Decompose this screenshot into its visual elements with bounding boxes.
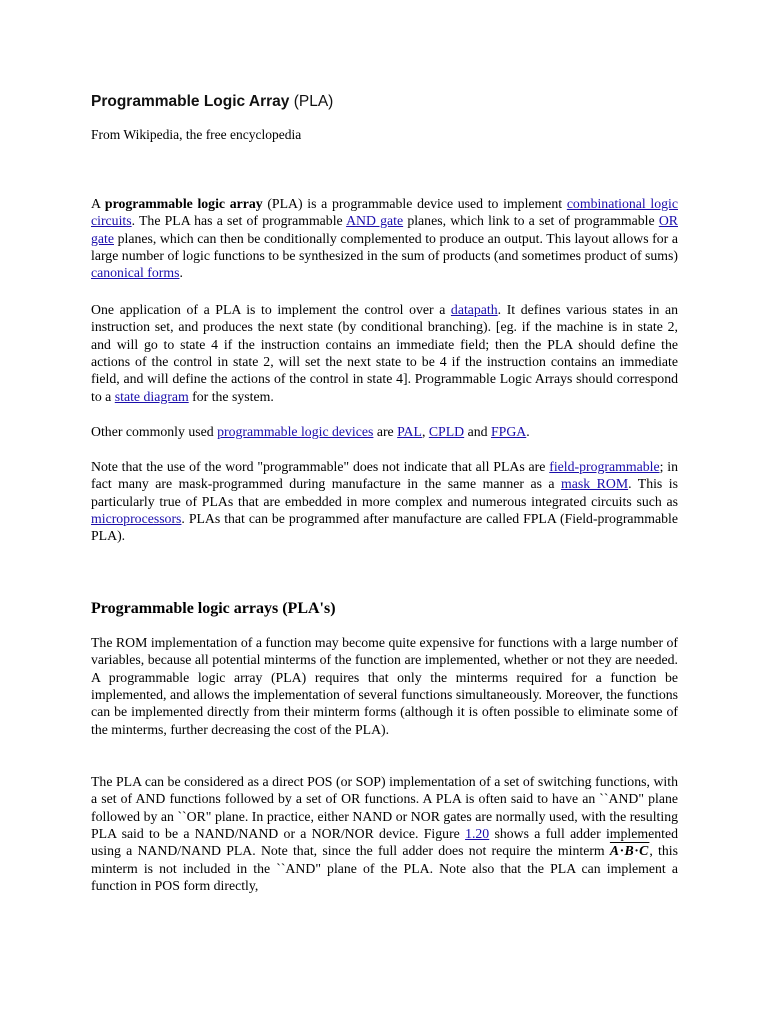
paragraph-application (91, 301, 678, 405)
text: and (464, 424, 491, 439)
text: , this minterm is not included in the ``AND" plane of the PLA. Note also that the PLA can implement a function in POS form directly, (91, 843, 678, 894)
link-state-diagram[interactable]: state diagram (114, 388, 189, 404)
link-programmable-logic-devices[interactable]: programmable logic devices (217, 424, 374, 439)
text: . This is particularly true of PLAs that are embedded in more complex and numerous integrated circuits such as (91, 476, 678, 509)
text: shows a full adder implemented using a NAND/NAND PLA. Note that, since the full adder does not require the minterm (91, 826, 678, 859)
link-pal[interactable]: PAL (397, 424, 422, 439)
paragraph-rom-implementation: The ROM implementation of a function may become quite expensive for functions with a large number of variables, because all potential minterms of the function are implemented, whether or not they are needed. A programmable logic array (PLA) requires that only the minterms required for a function be implemented, and allows the implementation of several functions simultaneously. Moreover, the functions can be implemented directly from their minterm forms (although it is often possible to eliminate some of the minterms, further decreasing the cost of the PLA). (91, 635, 678, 737)
text: . (179, 265, 183, 281)
link-cpld[interactable]: CPLD (428, 424, 465, 439)
text: One application of a PLA is to implement the control over a (91, 302, 451, 317)
link-microprocessors[interactable]: microprocessors (91, 511, 182, 527)
paragraph-pla-pos-sop (91, 773, 678, 894)
text: . (526, 424, 530, 439)
link-mask-rom[interactable]: mask ROM (561, 476, 629, 492)
link-canonical-forms[interactable]: canonical forms (91, 265, 180, 281)
source-line: From Wikipedia, the free encyclopedia (91, 127, 302, 142)
link-or-gate[interactable]: OR gate (91, 213, 678, 246)
section-heading: Programmable logic arrays (PLA's) (91, 600, 336, 617)
text: planes, which link to a set of programmable (403, 213, 659, 229)
link-combinational-logic[interactable]: combinational logic (566, 196, 679, 211)
text: The PLA can be considered as a direct POS (or SOP) implementation of a set of switching functions, with a set of AND functions followed by a set of OR functions. A PLA is often said to have an ``AND" plane followed by an ``OR" plane. In practice, either NAND or NOR gates are normally used, with the resulting PLA said to be a NAND/NAND or a NOR/NOR device. Figure (91, 774, 678, 842)
text: . PLAs that can be programmed after manufacture are called FPLA (Field-programmable PLA). (91, 511, 678, 544)
text: . The PLA has a set of programmable (131, 213, 347, 229)
paragraph-note (91, 458, 678, 545)
text: ; in fact many are mask-programmed during manufacture in the same manner as a (91, 459, 678, 492)
text: . It defines various states in an instruction set, and produces the next state (by conditional branching). [eg. if the machine is in state 2, and will go to state 4 if the instruction contains an immediate field; then the PLA should define the actions of the control in state 2, will set the next state to be 4 if the instruction contains an immediate field, and will define the actions of the control in state 4]. Programmable Logic Arrays should correspond to a (91, 302, 678, 404)
link-datapath[interactable]: datapath (450, 302, 498, 317)
paragraph-other-devices (91, 423, 678, 440)
link-figure-1-20[interactable]: 1.20 (465, 826, 490, 842)
paragraph-intro (91, 195, 678, 282)
text: are (373, 424, 398, 439)
text: (PLA) is a programmable device used to implement (262, 196, 567, 211)
text: Note that the use of the word "programmable" does not indicate that all PLAs are (91, 459, 550, 474)
minterm-expression: A·B·C (609, 843, 650, 859)
title-suffix: (PLA) (289, 93, 334, 110)
link-circuits[interactable]: circuits (91, 213, 132, 229)
text: for the system. (188, 388, 274, 404)
link-and-gate[interactable]: AND gate (346, 213, 404, 229)
page-title (91, 92, 333, 112)
text: Other commonly used (91, 424, 218, 439)
link-fpga[interactable]: FPGA (490, 424, 527, 439)
bold-term: programmable logic array (104, 196, 263, 211)
link-field-programmable[interactable]: field-programmable (549, 459, 660, 474)
title-bold: Programmable Logic Array (91, 93, 290, 110)
text: A (91, 196, 105, 211)
text: , (421, 424, 429, 439)
text: planes, which can then be conditionally complemented to produce an output. This layout allows for a large number of logic functions to be synthesized in the sum of products (and sometimes product of sums) (91, 230, 678, 264)
